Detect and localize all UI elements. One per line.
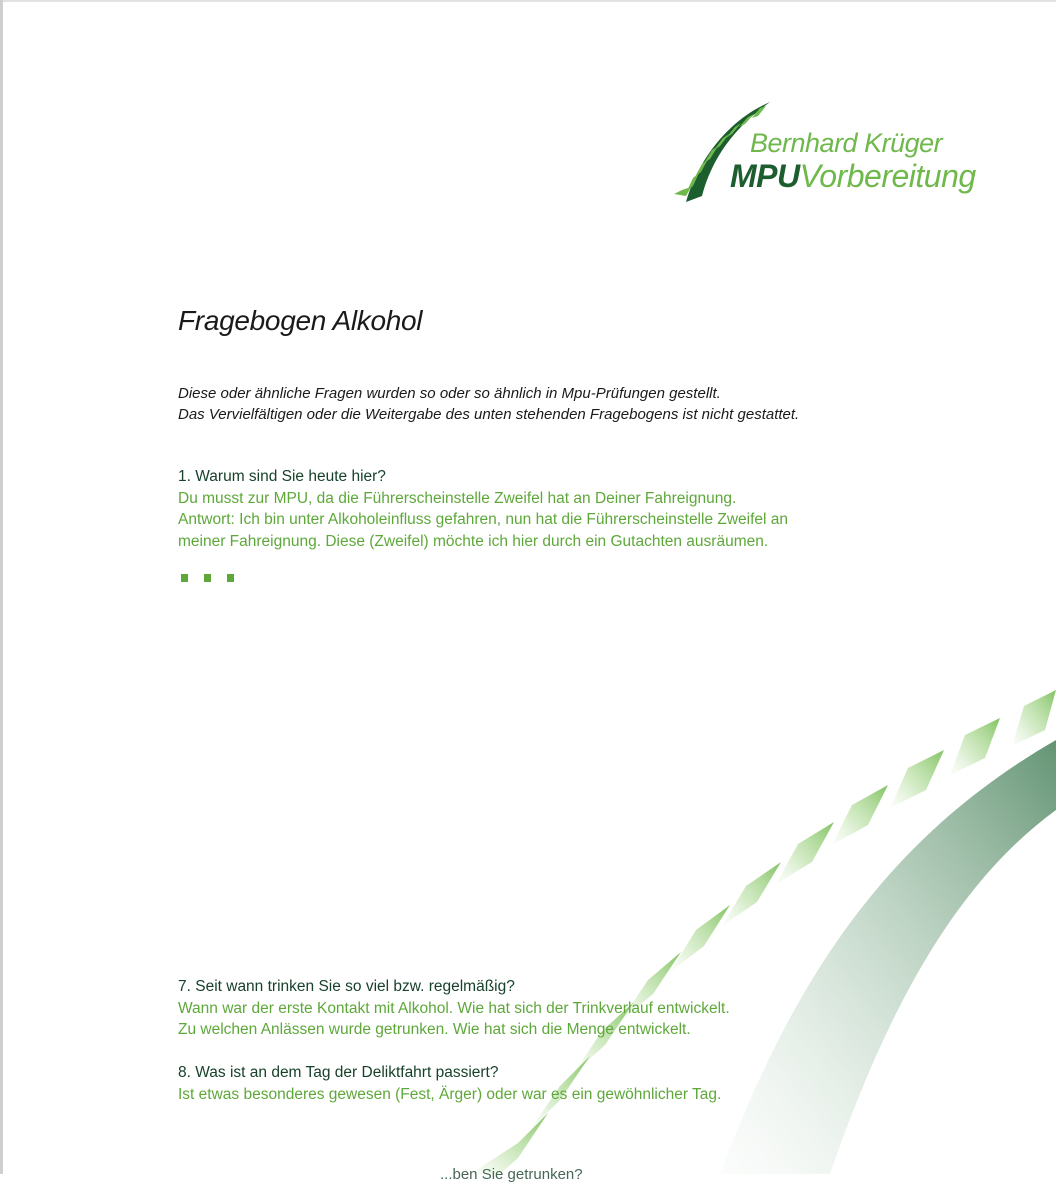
logo-vorbereitung-text: Vorbereitung	[799, 158, 976, 194]
brand-logo	[668, 100, 988, 210]
intro-line: Diese oder ähnliche Fragen wurden so oder so ähnlich in Mpu-Prüfungen gestellt.	[178, 385, 721, 402]
question-block-7	[178, 976, 730, 1041]
ellipsis-dot	[227, 574, 234, 582]
intro-paragraph	[178, 383, 799, 425]
document-title: Fragebogen Alkohol	[178, 305, 423, 336]
logo-name-text: Bernhard Krüger	[750, 128, 943, 158]
question-text: meiner Fahreignung. Diese (Zweifel) möchte ich hier durch ein Gutachten ausräumen.	[178, 532, 769, 550]
question-heading: 8. Was ist an dem Tag der Deliktfahrt passiert?	[178, 1064, 499, 1081]
question-block-8	[178, 1062, 721, 1105]
intro-line: Das Vervielfältigen oder die Weitergabe des unten stehenden Fragebogens ist nicht gestattet.	[178, 406, 800, 423]
question-text: Du musst zur MPU, da die Führerscheinstelle Zweifel hat an Deiner Fahreignung.	[178, 489, 737, 507]
question-text: Antwort: Ich bin unter Alkoholeinfluss gefahren, nun hat die Führerscheinstelle Zweifel an	[178, 511, 789, 528]
road-band-shape	[720, 740, 1056, 1174]
question-text: Wann war der erste Kontakt mit Alkohol. Wie hat sich der Trinkverlauf entwickelt.	[178, 999, 730, 1017]
question-heading: 7. Seit wann trinken Sie so viel bzw. regelmäßig?	[178, 978, 515, 995]
logo-tagline	[730, 158, 976, 195]
logo-mpu-text: MPU	[730, 158, 800, 194]
cut-off-text-line: ...ben Sie getrunken?	[440, 1166, 583, 1183]
question-heading: 1. Warum sind Sie heute hier?	[178, 468, 386, 485]
question-text: Ist etwas besonderes gewesen (Fest, Ärger) oder war es ein gewöhnlicher Tag.	[178, 1085, 722, 1103]
ellipsis-dot	[204, 574, 211, 582]
omitted-content-ellipsis	[181, 569, 250, 587]
question-block-1	[178, 466, 788, 552]
ellipsis-dot	[181, 574, 188, 582]
question-text: Zu welchen Anlässen wurde getrunken. Wie hat sich die Menge entwickelt.	[178, 1021, 691, 1038]
